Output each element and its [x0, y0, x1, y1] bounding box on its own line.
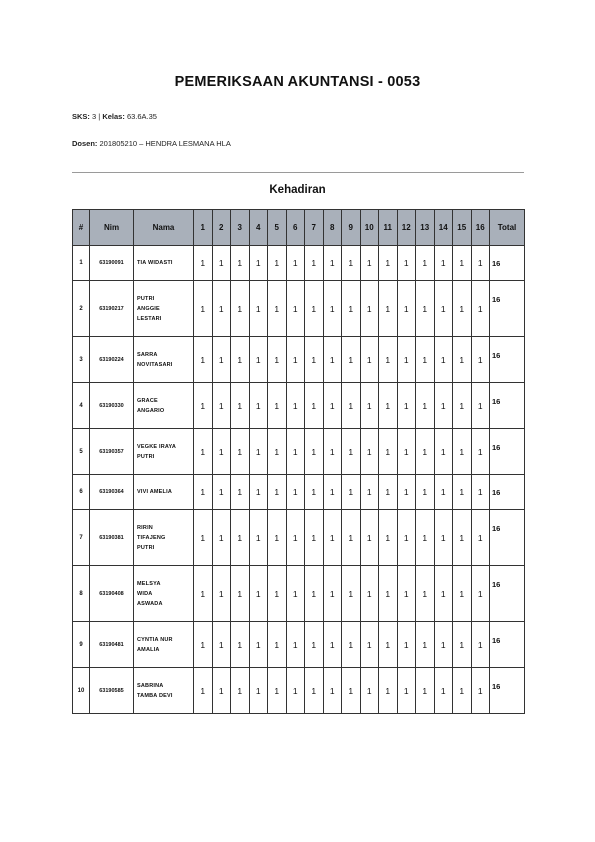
student-name-line: TIFAJENG	[137, 534, 166, 541]
attendance-mark: 1	[434, 475, 453, 510]
attendance-mark: 1	[342, 622, 361, 668]
column-header: 12	[397, 210, 416, 246]
attendance-total: 16	[490, 475, 525, 510]
student-nim: 63190408	[90, 566, 134, 622]
attendance-mark: 1	[305, 510, 324, 566]
attendance-mark: 1	[212, 622, 231, 668]
attendance-mark: 1	[342, 668, 361, 714]
column-header: 9	[342, 210, 361, 246]
attendance-mark: 1	[323, 668, 342, 714]
attendance-mark: 1	[194, 281, 213, 337]
column-header: 6	[286, 210, 305, 246]
attendance-mark: 1	[286, 566, 305, 622]
attendance-mark: 1	[194, 566, 213, 622]
row-number: 1	[73, 246, 90, 281]
row-number: 8	[73, 566, 90, 622]
column-header: 7	[305, 210, 324, 246]
attendance-mark: 1	[416, 246, 435, 281]
student-name	[134, 281, 194, 337]
attendance-mark: 1	[323, 281, 342, 337]
attendance-mark: 1	[397, 337, 416, 383]
attendance-mark: 1	[434, 429, 453, 475]
attendance-mark: 1	[453, 566, 472, 622]
attendance-mark: 1	[342, 510, 361, 566]
attendance-mark: 1	[231, 668, 250, 714]
student-name-line: LESTARI	[137, 315, 162, 322]
column-header: 11	[379, 210, 398, 246]
attendance-mark: 1	[249, 510, 268, 566]
attendance-mark: 1	[471, 383, 490, 429]
attendance-mark: 1	[397, 281, 416, 337]
attendance-mark: 1	[453, 429, 472, 475]
sks-value: 3	[92, 112, 97, 121]
student-name-line: SARRA	[137, 351, 158, 358]
attendance-mark: 1	[434, 383, 453, 429]
attendance-total: 16	[490, 383, 525, 429]
student-nim: 63190357	[90, 429, 134, 475]
kelas-value: 63.6A.35	[126, 112, 157, 121]
kelas-label: Kelas:	[102, 112, 125, 121]
attendance-mark: 1	[231, 281, 250, 337]
attendance-mark: 1	[397, 246, 416, 281]
row-number: 10	[73, 668, 90, 714]
attendance-mark: 1	[360, 510, 379, 566]
attendance-mark: 1	[212, 510, 231, 566]
student-name-line: WIDA	[137, 590, 153, 597]
attendance-mark: 1	[231, 337, 250, 383]
attendance-mark: 1	[323, 510, 342, 566]
attendance-mark: 1	[397, 510, 416, 566]
attendance-total: 16	[490, 668, 525, 714]
student-name-line: CYNTIA NUR	[137, 636, 173, 643]
row-number: 3	[73, 337, 90, 383]
column-header: 3	[231, 210, 250, 246]
attendance-mark: 1	[453, 510, 472, 566]
attendance-mark: 1	[453, 337, 472, 383]
column-header: #	[73, 210, 90, 246]
attendance-mark: 1	[286, 622, 305, 668]
student-nim: 63190364	[90, 475, 134, 510]
student-nim: 63190217	[90, 281, 134, 337]
attendance-mark: 1	[434, 566, 453, 622]
attendance-mark: 1	[305, 281, 324, 337]
attendance-mark: 1	[305, 429, 324, 475]
attendance-mark: 1	[379, 668, 398, 714]
attendance-mark: 1	[268, 510, 287, 566]
attendance-mark: 1	[268, 622, 287, 668]
attendance-mark: 1	[453, 281, 472, 337]
attendance-mark: 1	[194, 510, 213, 566]
student-nim: 63190330	[90, 383, 134, 429]
dosen-label: Dosen:	[72, 139, 98, 148]
attendance-mark: 1	[360, 668, 379, 714]
attendance-mark: 1	[194, 429, 213, 475]
attendance-mark: 1	[471, 622, 490, 668]
attendance-mark: 1	[231, 510, 250, 566]
student-nim: 63190381	[90, 510, 134, 566]
attendance-mark: 1	[416, 429, 435, 475]
attendance-mark: 1	[268, 281, 287, 337]
student-name	[134, 383, 194, 429]
student-name-line: PUTRI	[137, 453, 155, 460]
attendance-mark: 1	[231, 383, 250, 429]
attendance-mark: 1	[305, 337, 324, 383]
attendance-mark: 1	[379, 566, 398, 622]
attendance-mark: 1	[194, 246, 213, 281]
student-name	[134, 475, 194, 510]
attendance-mark: 1	[397, 475, 416, 510]
attendance-mark: 1	[434, 668, 453, 714]
row-number: 6	[73, 475, 90, 510]
attendance-mark: 1	[286, 337, 305, 383]
attendance-mark: 1	[323, 475, 342, 510]
attendance-mark: 1	[416, 668, 435, 714]
student-nim: 63190481	[90, 622, 134, 668]
column-header: 4	[249, 210, 268, 246]
attendance-mark: 1	[471, 429, 490, 475]
student-nim: 63190585	[90, 668, 134, 714]
column-header: 8	[323, 210, 342, 246]
column-header: 15	[453, 210, 472, 246]
attendance-mark: 1	[471, 566, 490, 622]
student-name-line: RIRIN	[137, 524, 153, 531]
page-title: PEMERIKSAAN AKUNTANSI - 0053	[174, 74, 421, 90]
attendance-mark: 1	[268, 566, 287, 622]
attendance-mark: 1	[416, 622, 435, 668]
attendance-mark: 1	[453, 622, 472, 668]
student-name-line: SABRINA	[137, 682, 164, 689]
attendance-mark: 1	[434, 510, 453, 566]
attendance-mark: 1	[249, 566, 268, 622]
attendance-mark: 1	[231, 429, 250, 475]
attendance-mark: 1	[397, 383, 416, 429]
attendance-mark: 1	[286, 510, 305, 566]
student-name-line: PUTRI	[137, 295, 155, 302]
attendance-mark: 1	[286, 246, 305, 281]
attendance-mark: 1	[360, 383, 379, 429]
student-name-line: GRACE	[137, 397, 158, 404]
column-header: Nim	[90, 210, 134, 246]
table-body	[73, 246, 525, 714]
course-info	[72, 112, 157, 121]
attendance-mark: 1	[379, 246, 398, 281]
attendance-total: 16	[490, 281, 525, 337]
student-name-line: NOVITASARI	[137, 361, 173, 368]
attendance-mark: 1	[453, 246, 472, 281]
attendance-mark: 1	[323, 622, 342, 668]
student-name	[134, 246, 194, 281]
attendance-mark: 1	[379, 281, 398, 337]
student-name	[134, 566, 194, 622]
attendance-mark: 1	[416, 337, 435, 383]
attendance-mark: 1	[434, 337, 453, 383]
attendance-mark: 1	[342, 246, 361, 281]
attendance-mark: 1	[305, 246, 324, 281]
attendance-mark: 1	[397, 668, 416, 714]
attendance-mark: 1	[305, 622, 324, 668]
attendance-mark: 1	[249, 475, 268, 510]
attendance-mark: 1	[249, 246, 268, 281]
attendance-mark: 1	[286, 281, 305, 337]
attendance-mark: 1	[231, 246, 250, 281]
attendance-mark: 1	[379, 337, 398, 383]
table-row	[73, 510, 525, 566]
attendance-total: 16	[490, 510, 525, 566]
student-name	[134, 622, 194, 668]
column-header: 16	[471, 210, 490, 246]
student-name-line: PUTRI	[137, 544, 155, 551]
student-name-line: ASWADA	[137, 600, 163, 607]
attendance-mark: 1	[342, 281, 361, 337]
attendance-mark: 1	[416, 383, 435, 429]
attendance-mark: 1	[231, 566, 250, 622]
student-nim: 63190224	[90, 337, 134, 383]
column-header: 13	[416, 210, 435, 246]
attendance-mark: 1	[379, 475, 398, 510]
attendance-mark: 1	[212, 429, 231, 475]
attendance-mark: 1	[416, 510, 435, 566]
attendance-mark: 1	[286, 429, 305, 475]
student-nim: 63190091	[90, 246, 134, 281]
divider	[72, 172, 524, 173]
attendance-mark: 1	[212, 566, 231, 622]
column-header: Total	[490, 210, 525, 246]
attendance-mark: 1	[249, 668, 268, 714]
student-name	[134, 668, 194, 714]
attendance-mark: 1	[249, 337, 268, 383]
attendance-mark: 1	[471, 281, 490, 337]
attendance-mark: 1	[231, 622, 250, 668]
student-name	[134, 429, 194, 475]
student-name-line: TAMBA DEVI	[137, 692, 173, 699]
attendance-mark: 1	[360, 622, 379, 668]
attendance-mark: 1	[434, 622, 453, 668]
attendance-mark: 1	[434, 281, 453, 337]
attendance-mark: 1	[249, 622, 268, 668]
sks-label: SKS:	[72, 112, 90, 121]
attendance-mark: 1	[305, 475, 324, 510]
attendance-mark: 1	[323, 246, 342, 281]
table-row	[73, 668, 525, 714]
attendance-mark: 1	[471, 668, 490, 714]
attendance-mark: 1	[212, 281, 231, 337]
attendance-mark: 1	[434, 246, 453, 281]
attendance-mark: 1	[268, 383, 287, 429]
student-name-line: VEGKE IRAYA	[137, 443, 177, 450]
attendance-table	[72, 209, 525, 714]
attendance-mark: 1	[194, 668, 213, 714]
student-name	[134, 510, 194, 566]
attendance-mark: 1	[194, 383, 213, 429]
attendance-mark: 1	[453, 668, 472, 714]
student-name-line: ANGGIE	[137, 305, 160, 312]
column-header: 10	[360, 210, 379, 246]
attendance-mark: 1	[379, 510, 398, 566]
attendance-mark: 1	[360, 429, 379, 475]
student-name-line: ANGARIO	[137, 407, 165, 414]
table-row	[73, 337, 525, 383]
attendance-total: 16	[490, 337, 525, 383]
attendance-mark: 1	[305, 668, 324, 714]
row-number: 2	[73, 281, 90, 337]
attendance-mark: 1	[286, 668, 305, 714]
attendance-mark: 1	[453, 475, 472, 510]
table-row	[73, 383, 525, 429]
attendance-mark: 1	[268, 429, 287, 475]
attendance-mark: 1	[194, 475, 213, 510]
attendance-mark: 1	[397, 429, 416, 475]
attendance-mark: 1	[249, 383, 268, 429]
column-header: 1	[194, 210, 213, 246]
student-name-line: MELSYA	[137, 580, 161, 587]
table-row	[73, 622, 525, 668]
attendance-mark: 1	[342, 475, 361, 510]
attendance-mark: 1	[360, 246, 379, 281]
table-header-row	[73, 210, 525, 246]
attendance-mark: 1	[268, 337, 287, 383]
attendance-total: 16	[490, 246, 525, 281]
table-row	[73, 566, 525, 622]
attendance-mark: 1	[416, 475, 435, 510]
attendance-mark: 1	[342, 566, 361, 622]
attendance-mark: 1	[268, 668, 287, 714]
row-number: 5	[73, 429, 90, 475]
column-header: 2	[212, 210, 231, 246]
attendance-mark: 1	[360, 566, 379, 622]
attendance-mark: 1	[416, 281, 435, 337]
attendance-total: 16	[490, 566, 525, 622]
lecturer-info	[72, 139, 231, 148]
attendance-mark: 1	[416, 566, 435, 622]
attendance-mark: 1	[360, 281, 379, 337]
dosen-value: 201805210 – HENDRA LESMANA HLA	[99, 139, 231, 148]
table-row	[73, 246, 525, 281]
table-row	[73, 475, 525, 510]
attendance-mark: 1	[471, 475, 490, 510]
column-header: 14	[434, 210, 453, 246]
attendance-mark: 1	[231, 475, 250, 510]
attendance-mark: 1	[397, 566, 416, 622]
row-number: 4	[73, 383, 90, 429]
attendance-mark: 1	[379, 429, 398, 475]
attendance-mark: 1	[342, 337, 361, 383]
attendance-mark: 1	[453, 383, 472, 429]
attendance-mark: 1	[249, 281, 268, 337]
attendance-mark: 1	[360, 337, 379, 383]
student-name-line: TIA WIDASTI	[137, 260, 173, 266]
row-number: 9	[73, 622, 90, 668]
attendance-mark: 1	[397, 622, 416, 668]
row-number: 7	[73, 510, 90, 566]
attendance-mark: 1	[268, 246, 287, 281]
column-header: Nama	[134, 210, 194, 246]
section-title: Kehadiran	[269, 184, 326, 196]
attendance-mark: 1	[471, 510, 490, 566]
attendance-mark: 1	[286, 383, 305, 429]
attendance-mark: 1	[323, 383, 342, 429]
column-header: 5	[268, 210, 287, 246]
student-name	[134, 337, 194, 383]
attendance-mark: 1	[342, 429, 361, 475]
student-name-line: AMALIA	[137, 646, 160, 653]
attendance-mark: 1	[342, 383, 361, 429]
attendance-total: 16	[490, 429, 525, 475]
attendance-mark: 1	[212, 668, 231, 714]
table-row	[73, 281, 525, 337]
attendance-mark: 1	[323, 566, 342, 622]
attendance-mark: 1	[323, 337, 342, 383]
attendance-mark: 1	[212, 475, 231, 510]
attendance-mark: 1	[360, 475, 379, 510]
attendance-mark: 1	[249, 429, 268, 475]
attendance-mark: 1	[212, 383, 231, 429]
attendance-mark: 1	[305, 566, 324, 622]
attendance-mark: 1	[268, 475, 287, 510]
attendance-mark: 1	[471, 246, 490, 281]
attendance-mark: 1	[471, 337, 490, 383]
attendance-mark: 1	[212, 246, 231, 281]
separator: |	[98, 112, 101, 121]
attendance-mark: 1	[379, 383, 398, 429]
attendance-total: 16	[490, 622, 525, 668]
table-row	[73, 429, 525, 475]
attendance-mark: 1	[194, 337, 213, 383]
student-name-line: VIVI AMELIA	[137, 489, 172, 495]
attendance-mark: 1	[286, 475, 305, 510]
attendance-mark: 1	[212, 337, 231, 383]
attendance-mark: 1	[379, 622, 398, 668]
attendance-mark: 1	[194, 622, 213, 668]
attendance-mark: 1	[305, 383, 324, 429]
attendance-mark: 1	[323, 429, 342, 475]
